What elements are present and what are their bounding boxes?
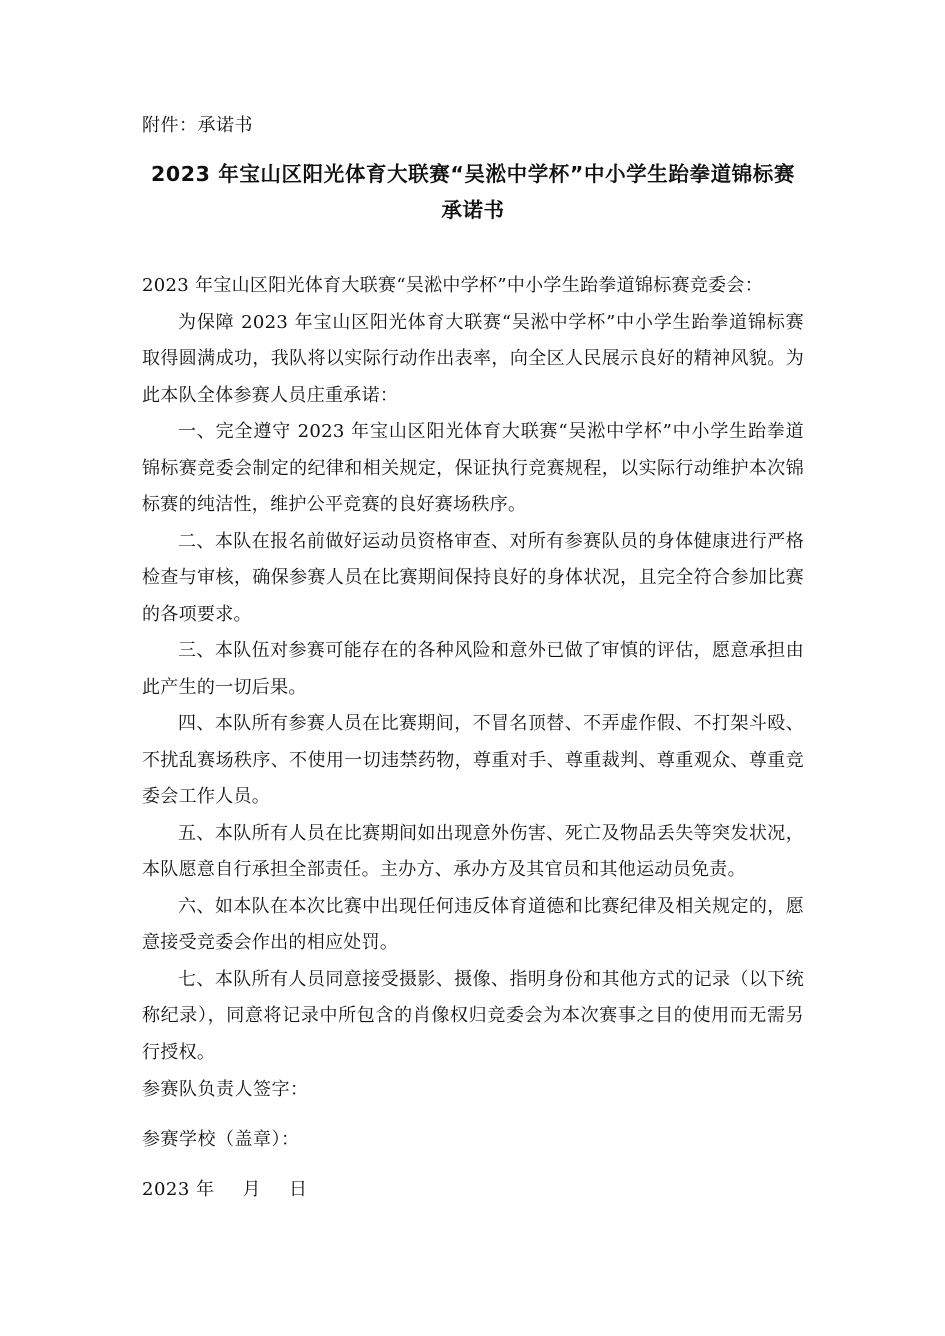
commitment-paragraph-4: 四、本队所有参赛人员在比赛期间，不冒名顶替、不弄虚作假、不打架斗殴、不扰乱赛场秩序、不使用一切违禁药物，尊重对手、尊重裁判、尊重观众、尊重竞委会工作人员。	[142, 713, 804, 807]
intro-paragraph: 为保障 2023 年宝山区阳光体育大联赛“吴淞中学杯”中小学生跆拳道锦标赛取得圆满成功，我队将以实际行动作出表率，向全区人民展示良好的精神风貌。为此本队全体参赛人员庄重承诺：	[142, 311, 804, 406]
team-leader-signature-label: 参赛队负责人签字：	[142, 1079, 309, 1100]
signature-date	[142, 1176, 308, 1204]
commitment-paragraph-7: 七、本队所有人员同意接受摄影、摄像、指明身份和其他方式的记录（以下统称纪录），同意将记录中所包含的肖像权归竞委会为本次赛事之目的使用而无需另行授权。	[142, 968, 804, 1063]
commitment-paragraph-3: 三、本队伍对参赛可能存在的各种风险和意外已做了审慎的评估，愿意承担由此产生的一切后果。	[142, 640, 804, 698]
commitment-paragraph-6: 六、如本队在本次比赛中出现任何违反体育道德和比赛纪律及相关规定的，愿意接受竞委会作出的相应处罚。	[142, 895, 804, 953]
commitment-paragraph-1: 一、完全遵守 2023 年宝山区阳光体育大联赛“吴淞中学杯”中小学生跆拳道锦标赛竞委会制定的纪律和相关规定，保证执行竞赛规程，以实际行动维护本次锦标赛的纯洁性，维护公平竞赛的良好赛场秩序。	[142, 421, 804, 515]
document-title: 2023 年宝山区阳光体育大联赛“吴淞中学杯”中小学生跆拳道锦标赛承诺书	[151, 162, 795, 222]
date-month: 月	[242, 1179, 262, 1200]
attachment-label: 附件：承诺书	[142, 115, 253, 136]
school-seal-label: 参赛学校（盖章）：	[142, 1129, 300, 1150]
salutation: 2023 年宝山区阳光体育大联赛“吴淞中学杯”中小学生跆拳道锦标赛竞委会：	[142, 275, 764, 296]
date-day: 日	[289, 1179, 308, 1200]
commitment-paragraph-2: 二、本队在报名前做好运动员资格审查、对所有参赛队员的身体健康进行严格检查与审核，确保参赛人员在比赛期间保持良好的身体状况，且完全符合参加比赛的各项要求。	[142, 530, 804, 625]
commitment-paragraph-5: 五、本队所有人员在比赛期间如出现意外伤害、死亡及物品丢失等突发状况，本队愿意自行承担全部责任。主办方、承办方及其官员和其他运动员免责。	[142, 822, 804, 880]
date-year: 2023 年	[142, 1179, 215, 1200]
document-body	[142, 268, 804, 1071]
